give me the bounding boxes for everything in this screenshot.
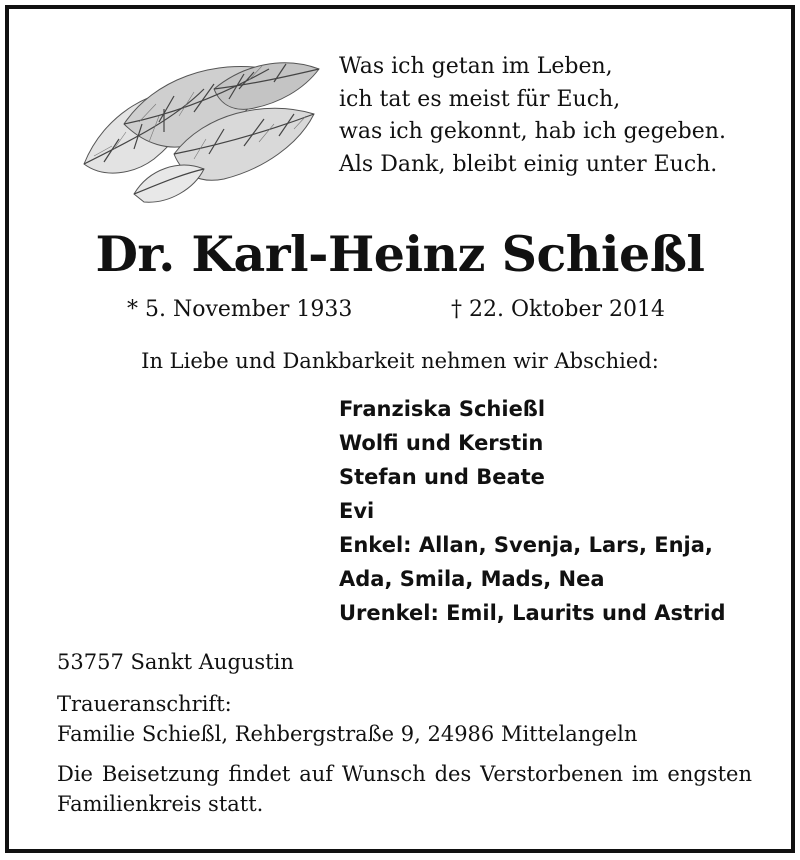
mourners-list [339,392,726,630]
farewell-text: In Liebe und Dankbarkeit nehmen wir Abschied: [141,349,659,373]
burial-note: Die Beisetzung findet auf Wunsch des Verstorbenen im engsten Familienkreis statt. [57,762,752,816]
poem-line: was ich gekonnt, hab ich gegeben. [339,119,726,144]
address-label: Traueranschrift: [57,692,232,716]
poem [339,51,726,181]
mourner-line: Wolfi und Kerstin [339,431,544,455]
deceased-name: Dr. Karl-Heinz Schießl [95,225,705,283]
mourning-address: Familie Schießl, Rehbergstraße 9, 24986 Mittelangeln [57,722,638,746]
birth-date: * 5. November 1933 [127,297,353,322]
mourner-line: Franziska Schießl [339,397,546,421]
footer [57,647,752,819]
mourner-line: Urenkel: Emil, Laurits und Astrid [339,601,726,625]
poem-line: ich tat es meist für Euch, [339,86,621,112]
obituary-card [5,5,795,853]
mourner-line: Enkel: Allan, Svenja, Lars, Enja, [339,533,713,557]
city-line: 53757 Sankt Augustin [57,650,294,674]
mourner-line: Ada, Smila, Mads, Nea [339,567,605,591]
leaves-sketch-icon [64,44,329,209]
poem-line: Was ich getan im Leben, [339,54,613,79]
mourner-line: Stefan und Beate [339,465,545,489]
mourner-line: Evi [339,499,375,523]
death-date: † 22. Oktober 2014 [451,297,666,322]
poem-line: Als Dank, bleibt einig unter Euch. [339,151,718,177]
